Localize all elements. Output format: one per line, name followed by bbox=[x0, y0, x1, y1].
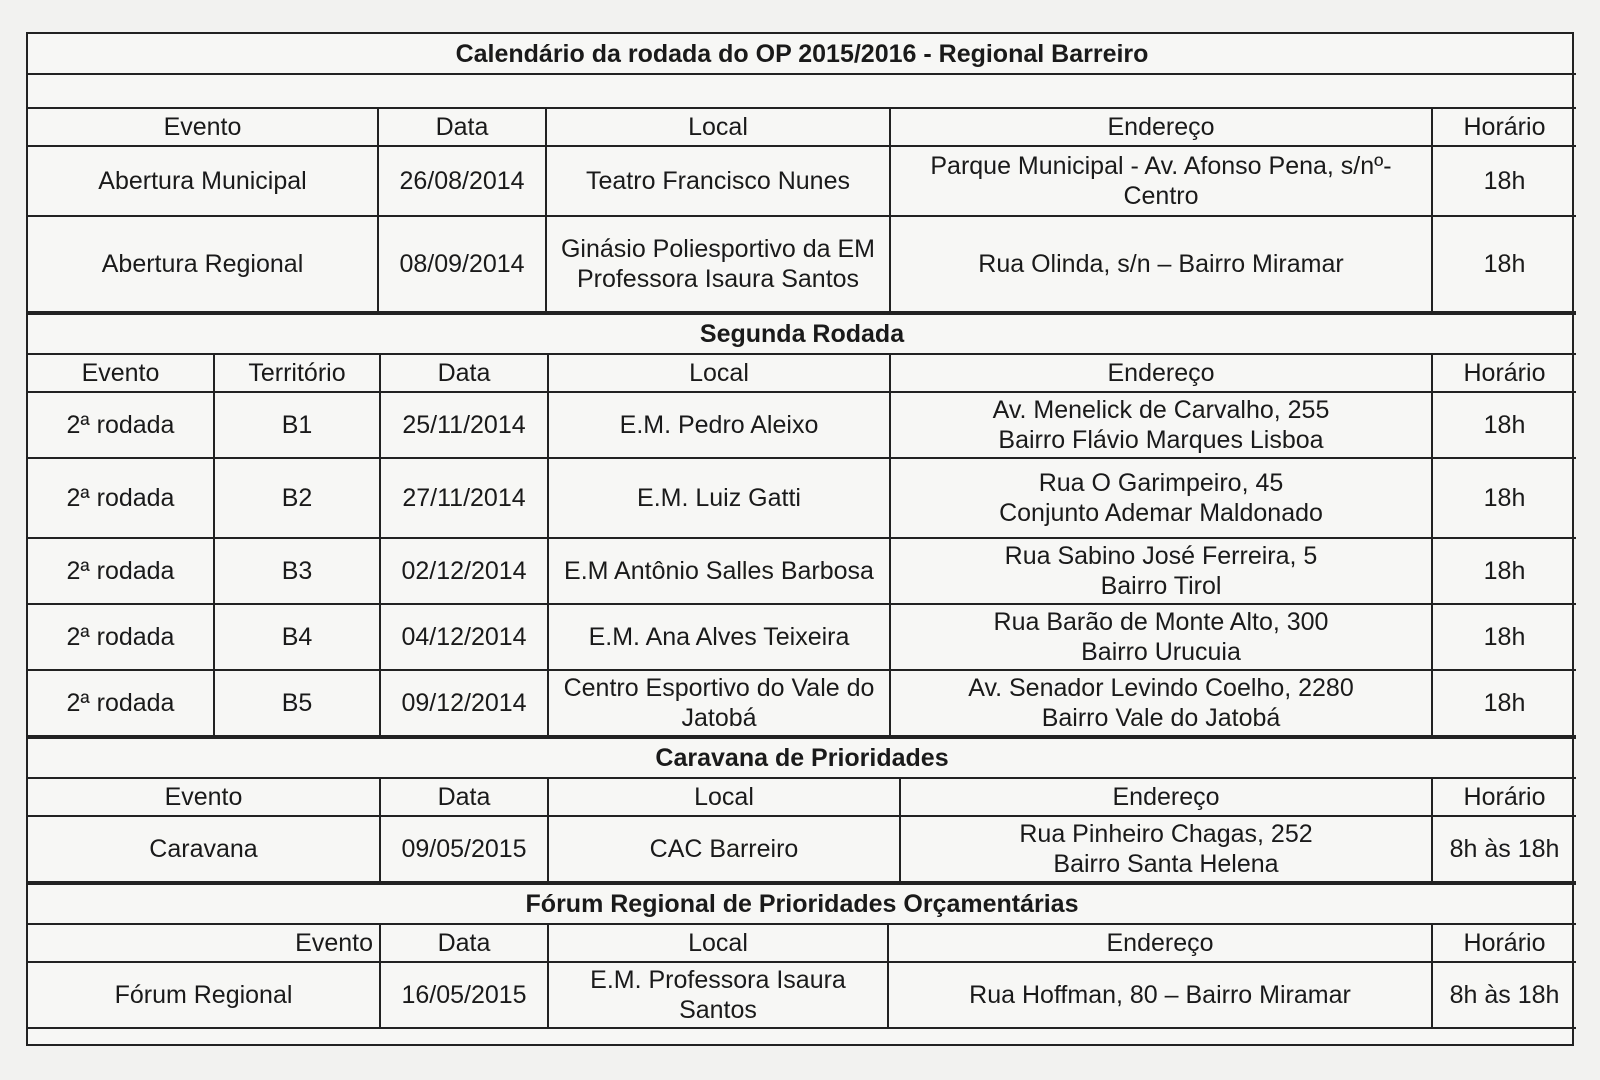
col-local: Local bbox=[548, 924, 888, 962]
cell-endereco: Rua Hoffman, 80 – Bairro Miramar bbox=[888, 962, 1432, 1028]
address-line: Av. Senador Levindo Coelho, 2280 bbox=[968, 674, 1354, 702]
cell-evento: Fórum Regional bbox=[28, 962, 380, 1028]
table-row bbox=[28, 962, 1576, 1028]
address-line: Rua O Garimpeiro, 45 bbox=[1038, 469, 1284, 497]
cell-local: CAC Barreiro bbox=[548, 816, 900, 882]
cell-data: 16/05/2015 bbox=[380, 962, 548, 1028]
table-row bbox=[28, 392, 1576, 458]
cell-evento: 2ª rodada bbox=[28, 458, 214, 538]
col-local: Local bbox=[548, 778, 900, 816]
cell-evento: 2ª rodada bbox=[28, 392, 214, 458]
col-horario: Horário bbox=[1432, 924, 1576, 962]
address-line: Rua Barão de Monte Alto, 300 bbox=[993, 608, 1329, 636]
cell-data: 26/08/2014 bbox=[378, 146, 546, 216]
col-data: Data bbox=[380, 924, 548, 962]
cell-horario: 8h às 18h bbox=[1432, 816, 1576, 882]
cell-territorio: B2 bbox=[214, 458, 380, 538]
table-row bbox=[28, 538, 1576, 604]
cell-local: E.M Antônio Salles Barbosa bbox=[548, 538, 890, 604]
cell-horario: 18h bbox=[1432, 670, 1576, 736]
address-line: Rua Pinheiro Chagas, 252 bbox=[1019, 820, 1313, 848]
col-data: Data bbox=[380, 778, 548, 816]
header-row bbox=[28, 108, 1576, 146]
col-endereco: Endereço bbox=[890, 354, 1432, 392]
page-title: Calendário da rodada do OP 2015/2016 - Regional Barreiro bbox=[28, 34, 1576, 74]
cell-endereco bbox=[900, 816, 1432, 882]
caravana-table bbox=[28, 737, 1576, 883]
cell-endereco bbox=[890, 538, 1432, 604]
cell-horario: 18h bbox=[1432, 458, 1576, 538]
cell-data: 25/11/2014 bbox=[380, 392, 548, 458]
cell-endereco bbox=[890, 392, 1432, 458]
cell-local: Ginásio Poliesportivo da EM Professora Isaura Santos bbox=[546, 216, 890, 312]
col-local: Local bbox=[548, 354, 890, 392]
section-title: Fórum Regional de Prioridades Orçamentárias bbox=[28, 884, 1576, 924]
cell-data: 09/12/2014 bbox=[380, 670, 548, 736]
address-line: Conjunto Ademar Maldonado bbox=[999, 499, 1323, 527]
cell-evento: 2ª rodada bbox=[28, 538, 214, 604]
cell-local: E.M. Professora Isaura Santos bbox=[548, 962, 888, 1028]
cell-endereco: Parque Municipal - Av. Afonso Pena, s/nº- Centro bbox=[890, 146, 1432, 216]
cell-territorio: B5 bbox=[214, 670, 380, 736]
header-row bbox=[28, 778, 1576, 816]
address-line: Bairro Urucuia bbox=[1081, 638, 1241, 666]
cell-territorio: B1 bbox=[214, 392, 380, 458]
col-evento: Evento bbox=[28, 924, 380, 962]
cell-local: E.M. Luiz Gatti bbox=[548, 458, 890, 538]
table-row bbox=[28, 458, 1576, 538]
cell-data: 02/12/2014 bbox=[380, 538, 548, 604]
cell-local: E.M. Pedro Aleixo bbox=[548, 392, 890, 458]
col-evento: Evento bbox=[28, 354, 214, 392]
address-line: Bairro Santa Helena bbox=[1053, 850, 1279, 878]
col-endereco: Endereço bbox=[888, 924, 1432, 962]
table-row bbox=[28, 216, 1576, 312]
col-evento: Evento bbox=[28, 778, 380, 816]
cell-data: 09/05/2015 bbox=[380, 816, 548, 882]
cell-endereco: Rua Olinda, s/n – Bairro Miramar bbox=[890, 216, 1432, 312]
col-data: Data bbox=[378, 108, 546, 146]
cell-evento: 2ª rodada bbox=[28, 670, 214, 736]
col-local: Local bbox=[546, 108, 890, 146]
address-line: Bairro Flávio Marques Lisboa bbox=[998, 426, 1324, 454]
spacer bbox=[28, 74, 1576, 108]
cell-evento: Caravana bbox=[28, 816, 380, 882]
cell-local: Centro Esportivo do Vale do Jatobá bbox=[548, 670, 890, 736]
calendar-sheet bbox=[26, 32, 1574, 1046]
cell-horario: 18h bbox=[1432, 604, 1576, 670]
col-horario: Horário bbox=[1432, 108, 1576, 146]
cell-territorio: B3 bbox=[214, 538, 380, 604]
cell-local: E.M. Ana Alves Teixeira bbox=[548, 604, 890, 670]
abertura-table bbox=[28, 34, 1576, 313]
address-line: Bairro Vale do Jatobá bbox=[1041, 704, 1281, 732]
address-line: Rua Sabino José Ferreira, 5 bbox=[1004, 542, 1318, 570]
cell-data: 04/12/2014 bbox=[380, 604, 548, 670]
forum-table bbox=[28, 883, 1576, 1029]
section-title: Segunda Rodada bbox=[28, 314, 1576, 354]
cell-endereco bbox=[890, 670, 1432, 736]
col-evento: Evento bbox=[28, 108, 378, 146]
address-line: Bairro Tirol bbox=[1100, 572, 1222, 600]
section-title: Caravana de Prioridades bbox=[28, 738, 1576, 778]
cell-horario: 18h bbox=[1432, 216, 1576, 312]
col-endereco: Endereço bbox=[900, 778, 1432, 816]
cell-endereco bbox=[890, 458, 1432, 538]
col-horario: Horário bbox=[1432, 354, 1576, 392]
header-row bbox=[28, 354, 1576, 392]
cell-territorio: B4 bbox=[214, 604, 380, 670]
cell-local: Teatro Francisco Nunes bbox=[546, 146, 890, 216]
table-row bbox=[28, 816, 1576, 882]
cell-evento: 2ª rodada bbox=[28, 604, 214, 670]
col-endereco: Endereço bbox=[890, 108, 1432, 146]
segunda-rodada-table bbox=[28, 313, 1576, 737]
table-row bbox=[28, 604, 1576, 670]
cell-data: 27/11/2014 bbox=[380, 458, 548, 538]
cell-horario: 8h às 18h bbox=[1432, 962, 1576, 1028]
table-row bbox=[28, 670, 1576, 736]
cell-evento: Abertura Municipal bbox=[28, 146, 378, 216]
address-line: Av. Menelick de Carvalho, 255 bbox=[992, 396, 1330, 424]
cell-evento: Abertura Regional bbox=[28, 216, 378, 312]
table-row bbox=[28, 146, 1576, 216]
header-row bbox=[28, 924, 1576, 962]
cell-data: 08/09/2014 bbox=[378, 216, 546, 312]
col-horario: Horário bbox=[1432, 778, 1576, 816]
cell-horario: 18h bbox=[1432, 146, 1576, 216]
cell-horario: 18h bbox=[1432, 392, 1576, 458]
col-territorio: Território bbox=[214, 354, 380, 392]
cell-endereco bbox=[890, 604, 1432, 670]
cell-horario: 18h bbox=[1432, 538, 1576, 604]
col-data: Data bbox=[380, 354, 548, 392]
